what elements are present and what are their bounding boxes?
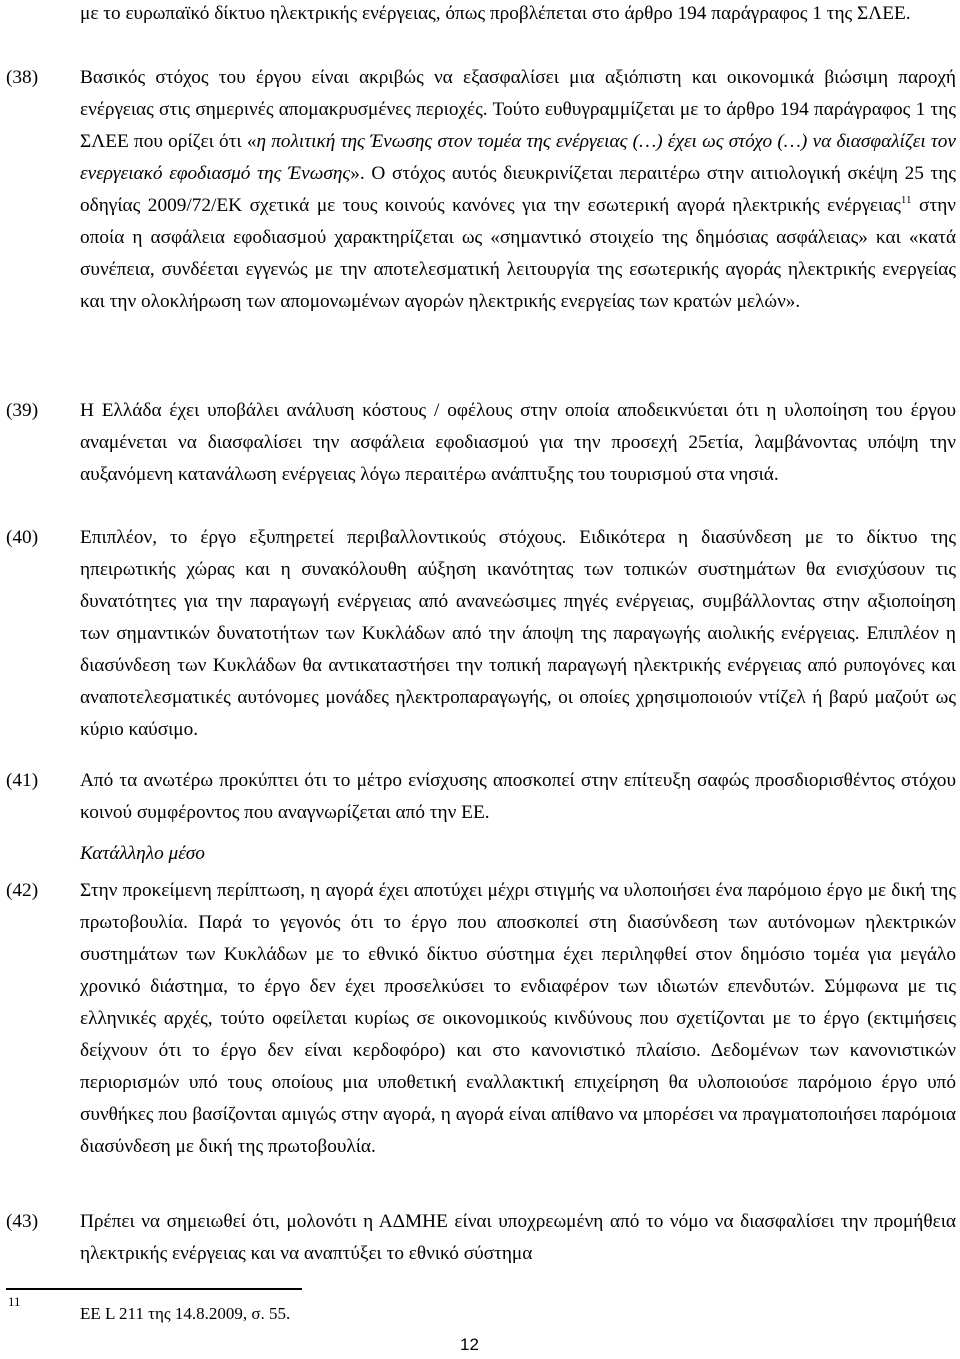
paragraph-text [80,62,956,318]
paragraph-42 [0,875,960,1163]
footnote-number: 11 [8,1294,21,1309]
paragraph-number: (38) [6,67,39,88]
paragraph-number: (43) [6,1211,39,1232]
paragraph-40 [0,522,960,746]
paragraph-text: Πρέπει να σημειωθεί ότι, μολονότι η ΑΔΜΗΕ είναι υποχρεωμένη από το νόμο να διασφαλίσει την προμήθεια ηλεκτρικής ενέργειας και να αναπτύξει το εθνικό σύστημα [80,1211,956,1264]
paragraph-continuation [0,0,960,30]
text-run: ». Ο στόχος αυτός διευκρινίζεται περαιτέρω στην αιτιολογική σκέψη 25 της οδηγίας 2009/72/ΕΚ σχετικά με τους κοινούς κανόνες για την εσωτερική αγορά ηλεκτρικής ενέργειας [80,163,956,216]
paragraph-number: (39) [6,400,39,421]
paragraph-43 [0,1206,960,1270]
footnote-separator [6,1288,302,1290]
quote-italic: η πολιτική της Ένωσης στον τομέα της ενέργειας (…) έχει ως στόχο (…) να διασφαλίζει τον ενεργειακό εφοδιασμό της Ένωσης [80,131,956,184]
paragraph-number: (41) [6,770,39,791]
paragraph-text: με το ευρωπαϊκό δίκτυο ηλεκτρικής ενέργειας, όπως προβλέπεται στο άρθρο 194 παράγραφος 1 της ΣΛΕΕ. [80,3,911,24]
page-number: 12 [460,1335,479,1354]
paragraph-41 [0,765,960,829]
paragraph-39 [0,395,960,491]
paragraph-38 [0,62,960,318]
footnote-ref: 11 [900,194,912,206]
footnote-text: ΕΕ L 211 της 14.8.2009, σ. 55. [80,1304,291,1323]
paragraph-text: Επιπλέον, το έργο εξυπηρετεί περιβαλλοντικούς στόχους. Ειδικότερα η διασύνδεση με το δίκτυο της ηπειρωτικής χώρας και η συνακόλουθη αύξηση ικανότητας των τοπικών συστημάτων θα ενισχύσουν τις δυνατότητες για την παραγωγή ενέργειας από ανανεώσιμες πηγές ενέργειας, συμβάλλοντας στην αξιοποίηση των σημαντικών δυνατοτήτων των Κυκλάδων από την άποψη της παραγωγής αιολικής ενέργειας. Επιπλέον η διασύνδεση των Κυκλάδων θα αντικαταστήσει την τοπική παραγωγή ηλεκτρικής ενέργειας από ρυπογόνες και αναποτελεσματικές αυτόνομες μονάδες ηλεκτροπαραγωγής, οι οποίες χρησιμοποιούν ντίζελ ή βαρύ μαζούτ ως κύριο καύσιμο. [80,527,956,740]
text-run: στην οποία η ασφάλεια εφοδιασμού χαρακτηρίζεται ως «σημαντικό στοιχείο της δημόσιας ασφάλειας» και «κατά συνέπεια, συνδέεται εγγενώς με την αποτελεσματική λειτουργία της εσωτερικής αγοράς ηλεκτρικής ενεργείας και την ολοκλήρωση των απομονωμένων αγορών ηλεκτρικής ενεργείας των κρατών μελών». [80,195,956,312]
paragraph-text: Από τα ανωτέρω προκύπτει ότι το μέτρο ενίσχυσης αποσκοπεί στην επίτευξη σαφώς προσδιορισθέντος στόχου κοινού συμφέροντος που αναγνωρίζεται από την ΕΕ. [80,770,956,823]
paragraph-text: Στην προκείμενη περίπτωση, η αγορά έχει αποτύχει μέχρι στιγμής να υλοποιήσει ένα παρόμοιο έργο με δική της πρωτοβουλία. Παρά το γεγονός ότι το έργο που αποσκοπεί στη διασύνδεση των αυτόνομων ηλεκτρικών συστημάτων των Κυκλάδων με το εθνικό δίκτυο σύστημα έχει περιληφθεί στον δημόσιο τομέα για μεγάλο χρονικό διάστημα, το έργο δεν έχει προσελκύσει το ενδιαφέρον των ιδιωτών επενδυτών. Σύμφωνα με τις ελληνικές αρχές, τούτο οφείλεται κυρίως σε οικονομικούς κινδύνους που σχετίζονται με το έργο (εκτιμήσεις δείχνουν ότι το έργο δεν είναι κερδοφόρο) και στο κανονιστικό πλαίσιο. Δεδομένων των κανονιστικών περιορισμών υπό τους οποίους μια υποθετική εναλλακτική επιχείρηση θα υλοποιούσε παρόμοιο έργο υπό συνθήκες που βασίζονται αμιγώς στην αγορά, η αγορά είναι απίθανο να μπορέσει να πραγματοποιήσει παρόμοια διασύνδεση με δική της πρωτοβουλία. [80,880,956,1157]
paragraph-number: (40) [6,527,39,548]
text-run: Βασικός στόχος του έργου είναι ακριβώς να εξασφαλίσει μια αξιόπιστη και οικονομικά βιώσιμη παροχή ενέργειας στις σημερινές απομακρυσμένες περιοχές. Τούτο ευθυγραμμίζεται με το άρθρο 194 παράγραφος 1 της ΣΛΕΕ που ορίζει ότι « [80,67,956,152]
section-heading: Κατάλληλο μέσο [80,843,205,864]
paragraph-text: Η Ελλάδα έχει υποβάλει ανάλυση κόστους / οφέλους στην οποία αποδεικνύεται ότι η υλοποίηση του έργου αναμένεται να διασφαλίσει την ασφάλεια εφοδιασμού για την προσεχή 25ετία, λαμβάνοντας υπόψη την αυξανόμενη κατανάλωση ενέργειας λόγω περαιτέρω ανάπτυξης του τουρισμού στα νησιά. [80,400,956,485]
paragraph-number: (42) [6,880,39,901]
